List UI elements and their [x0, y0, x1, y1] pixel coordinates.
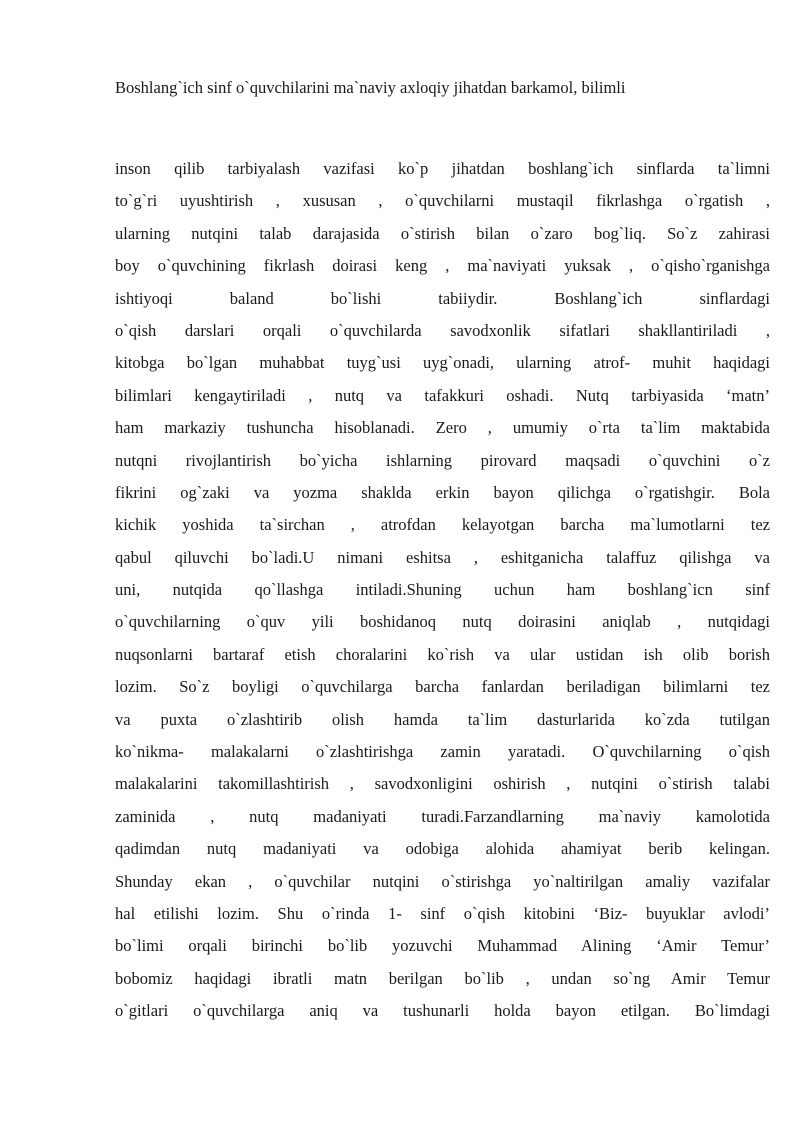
body-line-14: uni, nutqida qo`llashga intiladi.Shuning uchun ham boshlang`icn sinf	[115, 580, 771, 600]
body-line-4: boy o`quvchining fikrlash doirasi keng , ma`naviyati yuksak , o`qisho`rganishga	[115, 256, 770, 276]
body-line-24: hal etilishi lozim. Shu o`rinda 1- sinf o`qish kitobini ‘Biz- buyuklar avlodi’	[115, 903, 771, 923]
document-heading-line: Boshlang`ich sinf o`quvchilarini ma`naviy axloqiy jihatdan barkamol, bilimli	[115, 78, 626, 97]
body-line-25: bo`limi orqali birinchi bo`lib yozuvchi Muhammad Alining ‘Amir Temur’	[115, 936, 771, 956]
body-line-5: ishtiyoqi baland bo`lishi tabiiydir. Boshlang`ich sinflardagi	[115, 288, 770, 308]
body-line-2: to`g`ri uyushtirish , xususan , o`quvchilarni mustaqil fikrlashga o`rgatish ,	[115, 191, 770, 211]
document-body	[115, 158, 770, 1033]
body-line-10: nutqni rivojlantirish bo`yicha ishlarning pirovard maqsadi o`quvchini o`z	[115, 450, 771, 470]
body-line-22: qadimdan nutq madaniyati va odobiga alohida ahamiyat berib kelingan.	[115, 839, 770, 859]
body-line-15: o`quvchilarning o`quv yili boshidanoq nutq doirasini aniqlab , nutqidagi	[115, 612, 770, 632]
body-line-1: inson qilib tarbiyalash vazifasi ko`p jihatdan boshlang`ich sinflarda ta`limni	[115, 159, 770, 178]
body-line-17: lozim. So`z boyligi o`quvchilarga barcha fanlardan beriladigan bilimlarni tez	[115, 677, 771, 697]
body-line-12: kichik yoshida ta`sirchan , atrofdan kelayotgan barcha ma`lumotlarni tez	[115, 515, 770, 535]
body-line-11: fikrini og`zaki va yozma shaklda erkin bayon qilichga o`rgatishgir. Bola	[115, 482, 770, 502]
body-line-18: va puxta o`zlashtirib olish hamda ta`lim dasturlarida ko`zda tutilgan	[115, 709, 770, 729]
body-line-20: malakalarini takomillashtirish , savodxonligini oshirish , nutqini o`stirish talabi	[115, 774, 771, 794]
body-line-23: Shunday ekan , o`quvchilar nutqini o`stirishga yo`naltirilgan amaliy vazifalar	[115, 871, 770, 891]
body-line-7: kitobga bo`lgan muhabbat tuyg`usi uyg`onadi, ularning atrof- muhit haqidagi	[115, 353, 770, 373]
body-line-3: ularning nutqini talab darajasida o`stirish bilan o`zaro bog`liq. So`z zahirasi	[115, 223, 770, 243]
body-line-19: ko`nikma- malakalarni o`zlashtirishga zamin yaratadi. O`quvchilarning o`qish	[115, 742, 770, 762]
body-line-6: o`qish darslari orqali o`quvchilarda savodxonlik sifatlari shakllantiriladi ,	[115, 320, 771, 340]
body-line-16: nuqsonlarni bartaraf etish choralarini ko`rish va ular ustidan ish olib borish	[115, 644, 770, 664]
body-line-21: zaminida , nutq madaniyati turadi.Farzandlarning ma`naviy kamolotida	[115, 806, 770, 826]
body-line-8: bilimlari kengaytiriladi , nutq va tafakkuri oshadi. Nutq tarbiyasida ‘matn’	[115, 385, 770, 405]
body-line-27: o`gitlari o`quvchilarga aniq va tushunarli holda bayon etilgan. Bo`limdagi	[115, 1001, 771, 1021]
body-line-9: ham markaziy tushuncha hisoblanadi. Zero , umumiy o`rta ta`lim maktabida	[115, 418, 770, 438]
body-line-13: qabul qiluvchi bo`ladi.U nimani eshitsa , eshitganicha talaffuz qilishga va	[115, 547, 770, 567]
body-line-26: bobomiz haqidagi ibratli matn berilgan bo`lib , undan so`ng Amir Temur	[115, 968, 770, 988]
